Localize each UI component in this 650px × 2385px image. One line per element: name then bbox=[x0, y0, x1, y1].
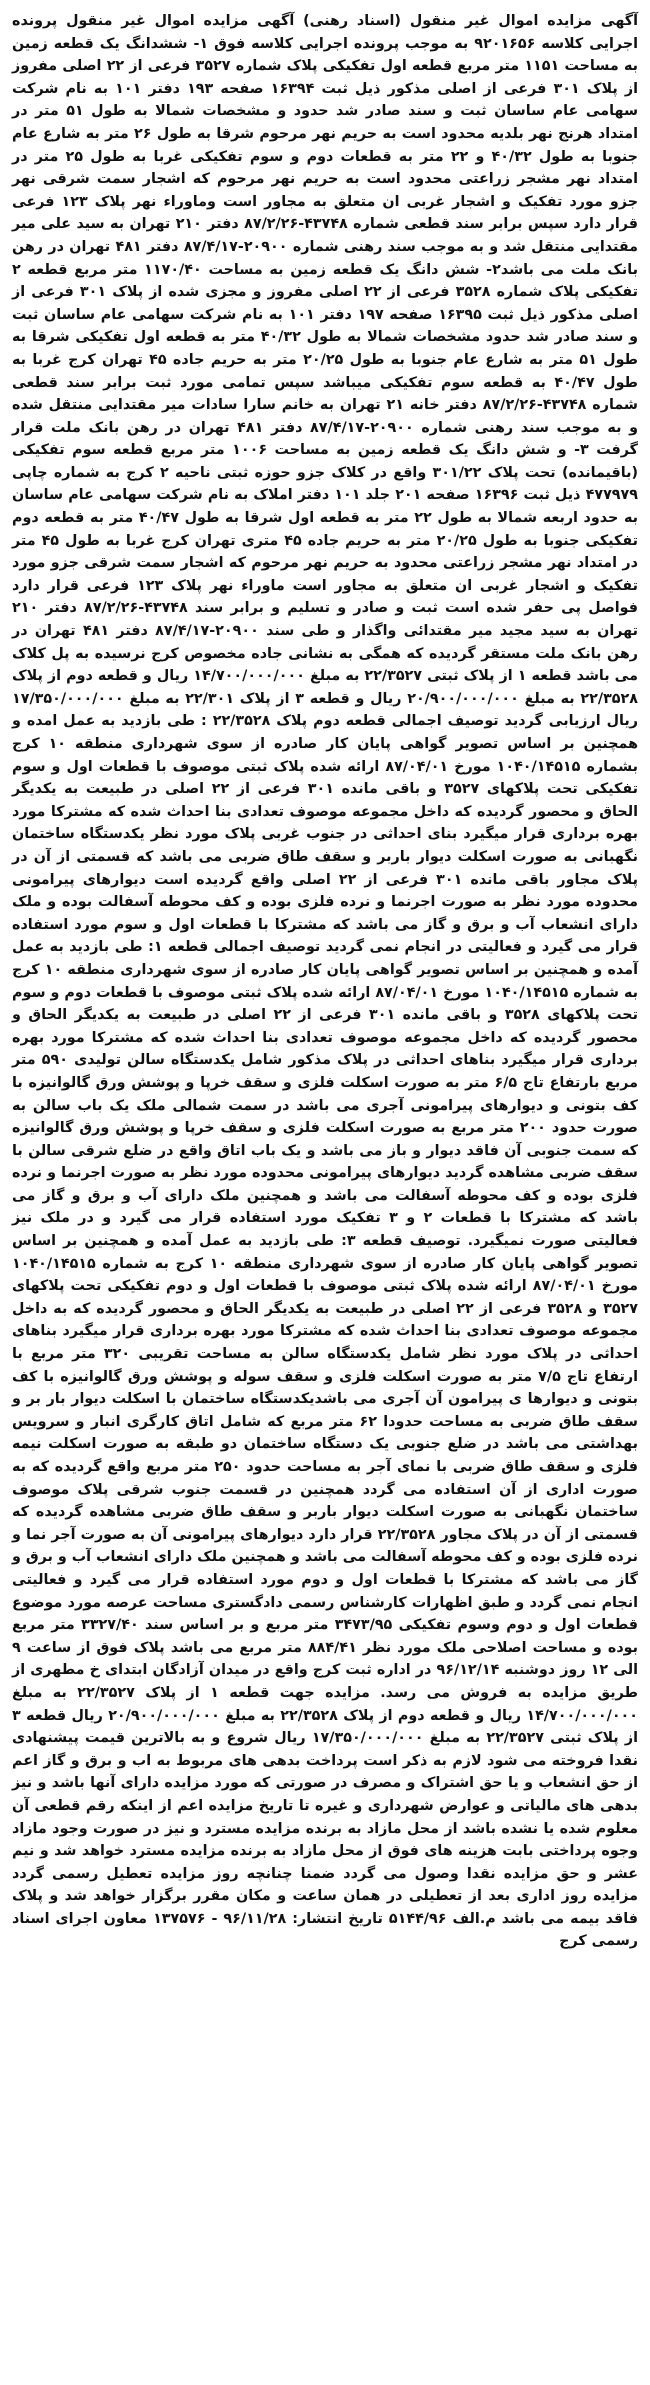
notice-text: آگهی مزایده اموال غیر منقول (اسناد رهنی) آگهی مزایده اموال غیر منقول پرونده اجرایی کلاسه ۹۲۰۱۶۵۶ به موجب پرونده اجرایی کلاسه فوق ۱- ششدانگ یک قطعه زمین به مساحت ۱۱۵۱ متر مربع قطعه اول تفکیکی پلاک شماره ۳۵۲۷ فرعی از ۲۲ اصلی مفروز از پلاک ۳۰۱ فرعی از اصلی مذکور ذیل ثبت ۱۶۳۹۴ صفحه ۱۹۳ دفتر ۱۰۱ به نام شرکت سهامی عام ساسان ثبت و سند صادر شد حدود و مشخصات شمالا به طول ۵۱ متر در امتداد هرنج نهر بلدیه محدود است به حریم نهر مرحوم شرقا به طول ۲۶ متر به شارع عام جنوبا به طول ۴۰/۳۲ و ۲۲ متر به قطعات دوم و سوم تفکیکی غربا به طول ۲۵ متر در امتداد نهر مشجر زراعتی محدود است به حریم نهر مرحوم که اشجار سمت شرقی نهر جزو مورد تفکیک و اشجار غربی ان متعلق به مجاور است وماوراء نهر پلاک ۱۲۳ فرعی قرار دارد سپس برابر سند قطعی شماره ۴۳۷۴۸-۸۷/۲/۲۶ دفتر ۲۱۰ تهران به سید علی میر مقتدایی منتقل شد و به موجب سند رهنی شماره ۲۰۹۰۰-۸۷/۴/۱۷ دفتر ۴۸۱ تهران در رهن بانک ملت می باشد۲- شش دانگ یک قطعه زمین به مساحت ۱۱۷۰/۴۰ متر مربع قطعه ۲ تفکیکی پلاک شماره ۳۵۲۸ فرعی از ۲۲ اصلی مفروز و مجزی شده از پلاک ۳۰۱ فرعی از اصلی مذکور ذیل ثبت ۱۶۳۹۵ صفحه ۱۹۷ دفتر ۱۰۱ به نام شرکت سهامی عام ساسان ثبت و سند صادر شد حدود مشخصات شمالا به طول ۴۰/۳۲ متر به قطعه اول تفکیکی شرقا به طول ۵۱ متر به شارع عام جنوبا به طول ۲۰/۲۵ متر به حریم جاده ۴۵ تهران کرج غربا به طول ۴۰/۴۷ به قطعه سوم تفکیکی میباشد سپس تمامی مورد ثبت برابر سند قطعی شماره ۴۳۷۴۸-۸۷/۲/۲۶ دفتر خانه ۲۱ تهران به خانم سارا سادات میر مقتدایی منتقل شده و به موجب سند رهنی شماره ۲۰۹۰۰-۸۷/۴/۱۷ دفتر ۴۸۱ تهران در رهن بانک ملت قرار گرفت ۳- و شش دانگ یک قطعه زمین به مساحت ۱۰۰۶ متر مربع قطعه سوم تفکیکی (باقیمانده) تحت پلاک ۳۰۱/۲۲ واقع در کلاک جزو حوزه ثبتی ناحیه ۲ کرج به شماره چاپی ۴۷۷۹۷۹ ذیل ثبت ۱۶۳۹۶ صفحه ۲۰۱ جلد ۱۰۱ دفتر املاک به نام شرکت سهامی عام ساسان به حدود اربعه شمالا به طول ۲۲ متر به قطعه اول شرقا به طول ۴۰/۴۷ متر به قطعه دوم تفکیکی جنوبا به طول ۲۰/۲۵ متر به حریم جاده ۴۵ متری تهران کرج غربا به طول ۴۵ متر در امتداد نهر مشجر زراعتی محدود به حریم نهر مرحوم که اشجار سمت شرقی جزو مورد تفکیک و اشجار غربی ان متعلق به مجاور است ماوراء نهر پلاک ۱۲۳ فرعی قرار دارد فواصل پی حفر شده است ثبت و صادر و تسلیم و برابر سند ۴۳۷۴۸-۸۷/۲/۲۶ دفتر ۲۱۰ تهران به سید مجید میر مقتدائی واگذار و طی سند ۲۰۹۰۰-۸۷/۴/۱۷ دفتر ۴۸۱ تهران در رهن بانک ملت مستقر گردیده که همگی به نشانی جاده مخصوص کرج نرسیده به پل کلاک می باشد قطعه ۱ از پلاک ثبتی ۲۲/۳۵۲۷ به مبلغ ۱۴/۷۰۰/۰۰۰/۰۰۰ ریال و قطعه دوم از پلاک ۲۲/۳۵۲۸ به مبلغ ۲۰/۹۰۰/۰۰۰/۰۰۰ ریال و قطعه ۳ از پلاک ۲۲/۳۰۱ به مبلغ ۱۷/۳۵۰/۰۰۰/۰۰۰ ریال ارزیابی گردید توصیف اجمالی قطعه دوم پلاک ۲۲/۳۵۲۸ : طی بازدید به عمل امده و همچنین بر اساس تصویر گواهی پایان کار صادره از سوی شهرداری منطقه ۱۰ کرج بشماره ۱۰۴۰/۱۴۵۱۵ مورخ ۸۷/۰۴/۰۱ ارائه شده پلاک ثبتی موصوف با قطعات اول و سوم تفکیکی تحت پلاکهای ۳۵۲۷ و باقی مانده ۳۰۱ فرعی از ۲۲ اصلی در طبیعت به یکدیگر الحاق و محصور گردیده که داخل مجموعه موصوف تعدادی بنا احداث شده که مشترکا مورد بهره برداری قرار میگیرد بنای احداثی در جنوب غربی پلاک مورد نظر یکدستگاه ساختمان نگهبانی به صورت اسکلت دیوار باربر و سقف طاق ضربی می باشد که قسمتی از آن در پلاک مجاور باقی مانده ۳۰۱ فرعی از ۲۲ اصلی واقع گردیده است دیوارهای پیرامونی محدوده مورد نظر به صورت اجرنما و نرده فلزی بوده و کف محوطه آسفالت بوده و ملک دارای انشعاب آب و برق و گاز می باشد که مشترکا با قطعات اول و سوم مورد استفاده قرار می گیرد و فعالیتی در انجام نمی گردید توصیف اجمالی قطعه ۱: طی بازدید به عمل آمده و همچنین بر اساس تصویر گواهی پایان کار صادره از سوی شهرداری منطقه ۱۰ کرج به شماره ۱۰۴۰/۱۴۵۱۵ مورخ ۸۷/۰۴/۰۱ ارائه شده پلاک ثبتی موصوف با قطعات دوم و سوم تحت پلاکهای ۳۵۲۸ و باقی مانده ۳۰۱ فرعی از ۲۲ اصلی در طبیعت به یکدیگر الحاق و محصور گردیده که داخل مجموعه موصوف تعدادی بنا احداث شده که مشترکا مورد بهره برداری قرار میگیرد بناهای احداثی در پلاک مذکور شامل یکدستگاه سالن تولیدی ۵۹۰ متر مربع بارتفاع تاج ۶/۵ متر به صورت اسکلت فلزی و سقف خرپا و پوشش ورق گالوانیزه با کف بتونی و دیوارهای پیرامونی آجری می باشد در سمت شمالی ملک یک باب سالن به صورت حدود ۲۰۰ متر مربع به صورت اسکلت فلزی و سقف خرپا و پوشش ورق گالوانیزه که سمت جنوبی آن فاقد دیوار و باز می باشد و یک باب اتاق واقع در ضلع شرقی سالن با سقف ضربی مشاهده گردید دیوارهای پیرامونی محدوده مورد نظر به صورت اجرنما و نرده فلزی بوده و کف محوطه آسفالت می باشد و همچنین ملک دارای آب و برق و گاز می باشد که مشترکا با قطعات ۲ و ۳ تفکیک مورد استفاده قرار می گیرد و در ملک نیز فعالیتی صورت نمیگیرد. توصیف قطعه ۳: طی بازدید به عمل آمده و همچنین بر اساس تصویر گواهی پایان کار صادره از سوی شهرداری منطقه ۱۰ کرج به شماره ۱۰۴۰/۱۴۵۱۵ مورخ ۸۷/۰۴/۰۱ ارائه شده پلاک ثبتی موصوف با قطعات اول و دوم تفکیکی تحت پلاکهای ۳۵۲۷ و ۳۵۲۸ فرعی از ۲۲ اصلی در طبیعت به یکدیگر الحاق و محصور گردیده که به داخل مجموعه موصوف تعدادی بنا احداث شده که مشترکا مورد بهره برداری قرار میگیرد بناهای احداثی در پلاک مورد نظر شامل یکدستگاه سالن به مساحت تقریبی ۳۲۰ متر مربع با ارتفاع تاج ۷/۵ متر به صورت اسکلت فلزی و سقف سوله و پوشش ورق گالوانیزه با کف بتونی و دیوارها ی پیرامون آن آجری می باشدیکدستگاه ساختمان با اسکلت دیوار بار بر و سقف طاق ضربی به مساحت حدودا ۶۲ متر مربع که شامل اتاق کارگری انبار و سرویس بهداشتی می باشد در ضلع جنوبی یک دستگاه ساختمان دو طبقه به صورت اسکلت نیمه فلزی و سقف طاق ضربی با نمای آجر به مساحت حدود ۲۵۰ متر مربع واقع گردیده که به صورت اداری از آن استفاده می گردد همچنین در قسمت جنوب شرقی پلاک موصوف ساختمان نگهبانی به صورت اسکلت دیوار باربر و سقف طاق ضربی مشاهده گردیده که قسمتی از آن در پلاک مجاور ۲۲/۳۵۲۸ قرار دارد دیوارهای پیرامونی آن به صورت آجر نما و نرده فلزی بوده و کف محوطه آسفالت می باشد و همچنین ملک دارای انشعاب آب و برق و گاز می باشد که مشترکا با قطعات اول و دوم مورد استفاده قرار می گیرد و فعالیتی انجام نمی گردد و طبق اظهارات کارشناس رسمی دادگستری مساحت عرصه مورد موضوع قطعات اول و دوم وسوم تفکیکی ۳۴۷۳/۹۵ متر مربع و بر اساس سند ۳۳۲۷/۴۰ متر مربع بوده و مساحت اصلاحی ملک مورد نظر ۸۸۴/۴۱ متر مربع می باشد پلاک فوق از ساعت ۹ الی ۱۲ روز دوشنبه ۹۶/۱۲/۱۴ در اداره ثبت کرج واقع در میدان آزادگان ابتدای خ مطهری از طریق مزایده به فروش می رسد. مزایده جهت قطعه ۱ از پلاک ۲۲/۳۵۲۷ به مبلغ ۱۴/۷۰۰/۰۰۰/۰۰۰ ریال و قطعه دوم از پلاک ۲۲/۳۵۲۸ به مبلغ ۲۰/۹۰۰/۰۰۰/۰۰۰ ریال قطعه ۳ از پلاک ثبتی ۲۲/۳۵۲۷ به مبلغ ۱۷/۳۵۰/۰۰۰/۰۰۰ ریال شروع و به بالاترین قیمت پیشنهادی نقدا فروخته می شود لازم به ذکر است پرداخت بدهی های مربوط به اب و برق و گاز اعم از حق انشعاب و یا حق اشتراک و مصرف در صورتی که مورد مزایده دارای آنها باشد و نیز بدهی های مالیاتی و عوارض شهرداری و غیره تا تاریخ مزایده اعم از اینکه رقم قطعی آن معلوم شده یا نشده باشد از محل مازاد به برنده مزایده مسترد و نیز در صورت وجود مازاد وجوه پرداختی بابت هزینه های فوق از محل مازاد به برنده مزایده مسترد خواهد شد و نیم عشر و حق مزایده نقدا وصول می گردد ضمنا چنانچه روز مزایده تعطیل رسمی گردد مزایده روز اداری بعد از تعطیلی در همان ساعت و مکان مقرر برگزار خواهد شد و پلاک فاقد بیمه می باشد م.الف ۵۱۴۴/۹۶ تاریخ انتشار: ۹۶/۱۱/۲۸ - ۱۳۷۵۷۶ معاون اجرای اسناد رسمی کرج bbox=[7, 13, 639, 1950]
